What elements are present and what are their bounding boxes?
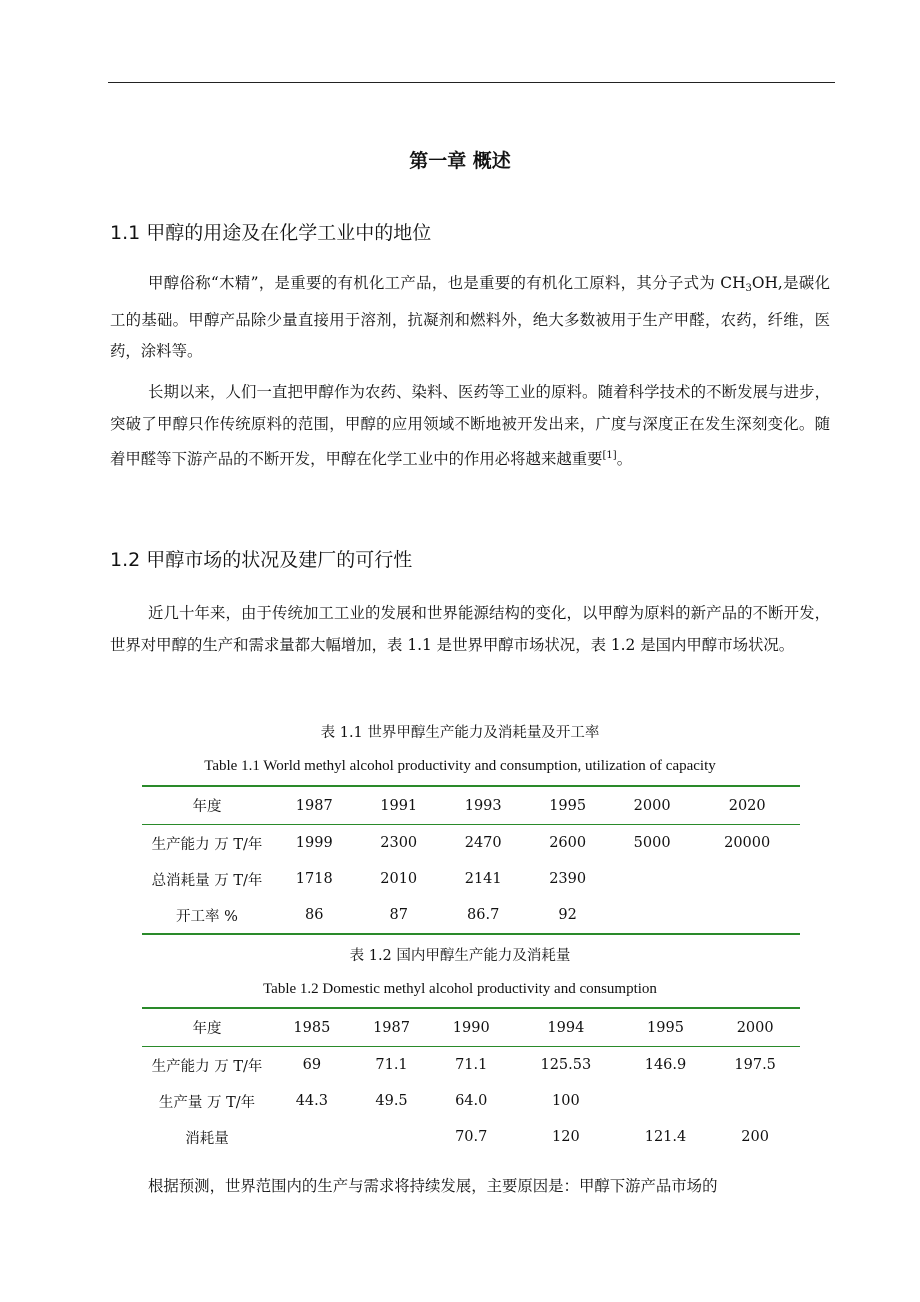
table-cell: 86.7 [467,907,500,923]
table-cell: 总消耗量 万 T/年 [151,872,263,889]
table1-caption-en: Table 1.1 World methyl alcohol productivity and consumption, utilization of capacity [204,758,716,774]
table-cell: 1994 [511,1009,621,1047]
table-cell: 1991 [356,787,440,825]
table-cell: 5000 [633,835,671,851]
table-cell: 1990 [431,1009,511,1047]
table-cell: 20000 [724,835,771,851]
table-cell [621,1083,711,1119]
table-cell: 开工率 % [176,908,238,925]
chapter-title: 第一章 概述 [409,150,511,172]
table-cell: 1995 [525,787,609,825]
table-cell: 86 [305,907,324,923]
table-cell: 2010 [380,871,418,887]
table-cell [710,1083,800,1119]
table-header-row [142,1009,800,1047]
table-cell [272,1119,352,1155]
table-cell: 1995 [621,1009,711,1047]
table1-caption-zh: 表 1.1 世界甲醇生产能力及消耗量及开工率 [320,725,600,741]
table-cell: 197.5 [734,1057,776,1073]
table-row [142,1047,800,1084]
citation-ref: [1] [602,450,617,461]
table-cell: 120 [552,1129,580,1145]
paragraph-methanol-uses: 甲醇俗称“木精”，是重要的有机化工产品，也是重要的有机化工原料，其分子式为 $CH_3OH$,是碳化工的基础。甲醇产品除少量直接用于溶剂，抗凝剂和燃料外，绝大多数被用于生产甲醛，农药，纤维，医药，涂料等。 [110,274,831,360]
table-cell: 2020 [694,787,800,825]
table-cell: 2600 [549,835,587,851]
paragraph-methanol-importance: 长期以来，人们一直把甲醇作为农药、染料、医药等工业的原料。随着科学技术的不断发展与进步，突破了甲醇只作传统原料的范围，甲醇的应用领域不断地被开发出来，广度与深度正在发生深刻变化。随着甲醛等下游产品的不断开发，甲醇在化学工业中的作用必将越来越重要[1]。 [110,383,830,468]
paragraph-forecast: 根据预测，世界范围内的生产与需求将持续发展，主要原因是：甲醇下游产品市场的 [148,1177,718,1195]
section-heading-1-2: 1.2 甲醇市场的状况及建厂的可行性 [110,549,413,571]
table-cell: 1987 [352,1009,432,1047]
table-row [142,897,800,933]
table-cell: 2470 [464,835,502,851]
table-cell: 92 [558,907,577,923]
table-cell: 1993 [441,787,525,825]
table-cell: 生产能力 万 T/年 [151,836,263,853]
table1-bottom-rule [142,933,800,935]
table-cell: 2390 [549,871,587,887]
table-cell [694,861,800,897]
header-rule [108,82,835,83]
table2-caption-en: Table 1.2 Domestic methyl alcohol productivity and consumption [263,981,657,997]
table-row [142,825,800,862]
table-cell: 100 [552,1093,580,1109]
table-cell: 1987 [272,787,356,825]
table-row [142,1083,800,1119]
table-cell: 70.7 [455,1129,488,1145]
table-cell: 87 [389,907,408,923]
table-cell: 年度 [142,1009,272,1047]
table-row [142,861,800,897]
table-world-methanol [142,787,800,933]
table-cell: 2300 [380,835,418,851]
table-cell: 1718 [295,871,333,887]
table-cell: 生产量 万 T/年 [158,1094,256,1111]
table-cell: 146.9 [644,1057,687,1073]
table-cell: 2000 [710,1009,800,1047]
table-cell: 200 [741,1129,769,1145]
table-header-row [142,787,800,825]
table-cell: 69 [302,1057,322,1073]
table-cell: 44.3 [295,1093,328,1109]
table-cell [694,897,800,933]
table-domestic-methanol [142,1009,800,1155]
table-cell: 49.5 [375,1093,408,1109]
table-cell: 1999 [295,835,333,851]
table-cell [352,1119,432,1155]
table2-caption-zh: 表 1.2 国内甲醇生产能力及消耗量 [349,948,571,964]
table-cell: 2141 [464,871,502,887]
table-cell: 1985 [272,1009,352,1047]
section-heading-1-1: 1.1 甲醇的用途及在化学工业中的地位 [110,222,432,244]
table-cell: 71.1 [455,1057,488,1073]
paragraph-market-status: 近几十年来，由于传统加工工业的发展和世界能源结构的变化，以甲醇为原料的新产品的不断开发，世界对甲醇的生产和需求量都大幅增加，表 1.1 是世界甲醇市场状况，表 1.2 是国内甲醇市场状况。 [110,604,830,654]
table-cell: 年度 [142,787,272,825]
table-cell: 消耗量 [185,1130,229,1147]
table-cell: 64.0 [455,1093,488,1109]
table-cell: 71.1 [375,1057,408,1073]
table-row [142,1119,800,1155]
table-cell: 生产能力 万 T/年 [151,1058,263,1075]
table-cell: 125.53 [540,1057,592,1073]
table-cell [610,861,694,897]
table-cell: 2000 [610,787,694,825]
table-cell [610,897,694,933]
table-cell: 121.4 [644,1129,687,1145]
